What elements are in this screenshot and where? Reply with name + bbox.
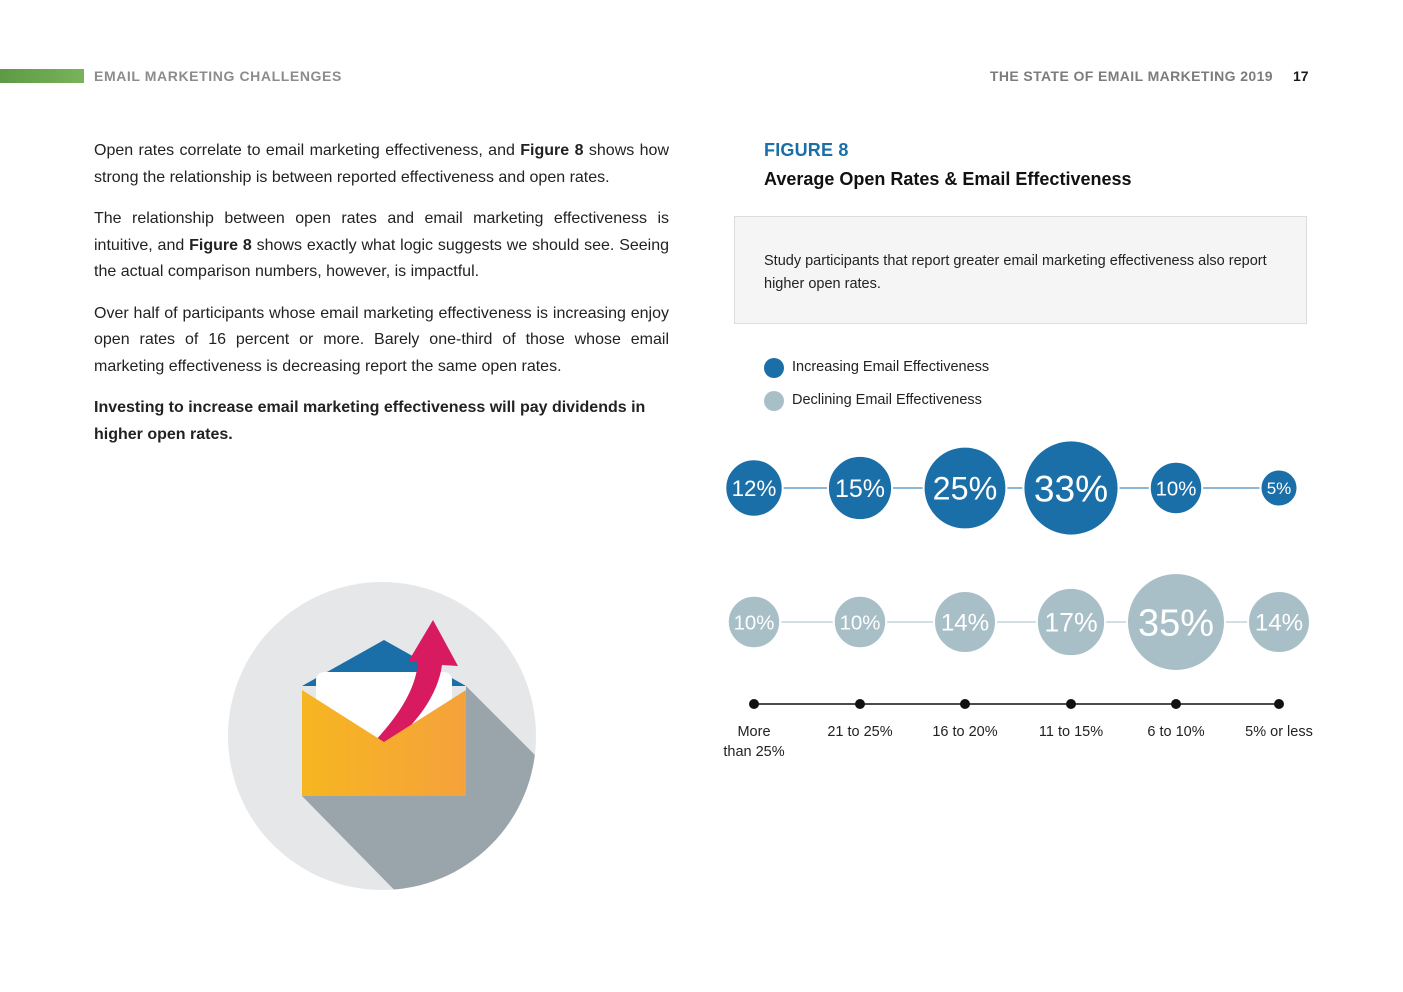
paragraph-2: The relationship between open rates and email marketing effectiveness is intuitive, and Figure 8 shows exactly what logic suggests we should see. Seeing the actual comparison numbers, however, is impactful. bbox=[94, 210, 670, 280]
x-axis-tick-4 bbox=[1171, 699, 1181, 709]
figure-note-box bbox=[734, 216, 1307, 324]
x-axis-tick-0 bbox=[749, 699, 759, 709]
bubble-label-increasing-3: 33% bbox=[1033, 467, 1109, 510]
bubble-label-declining-5: 14% bbox=[1254, 609, 1304, 637]
page-number: 17 bbox=[1293, 68, 1309, 84]
paragraph-3: Over half of participants whose email marketing effectiveness is increasing enjoy open rates of 16 percent or more. Barely one-third of those whose email marketing effectiveness is decreasing report the same open rates. bbox=[94, 304, 669, 375]
x-axis-label-4: 6 to 10% bbox=[1147, 724, 1205, 740]
bubble-label-declining-1: 10% bbox=[839, 612, 881, 635]
legend-label-increasing: Increasing Email Effectiveness bbox=[792, 359, 990, 375]
x-axis-label-0: More than 25% bbox=[723, 724, 785, 760]
email-open-rate-illustration bbox=[226, 580, 538, 892]
bubble-label-declining-0: 10% bbox=[733, 612, 775, 635]
figure-label: FIGURE 8 bbox=[764, 140, 849, 160]
x-axis-tick-1 bbox=[855, 699, 865, 709]
x-axis-label-5: 5% or less bbox=[1245, 724, 1313, 740]
x-axis-label-2: 16 to 20% bbox=[932, 724, 998, 740]
bubble-label-declining-4: 35% bbox=[1137, 602, 1215, 645]
paragraph-conclusion: Investing to increase email marketing effectiveness will pay dividends in higher open rates. bbox=[94, 399, 646, 443]
legend-label-declining: Declining Email Effectiveness bbox=[792, 392, 982, 408]
x-axis-tick-2 bbox=[960, 699, 970, 709]
bubble-chart-svg bbox=[700, 430, 1360, 780]
x-axis-label-3: 11 to 15% bbox=[1038, 724, 1104, 740]
x-axis-tick-3 bbox=[1066, 699, 1076, 709]
body-text bbox=[94, 138, 669, 463]
x-axis-label-1: 21 to 25% bbox=[827, 724, 893, 740]
legend-dot-increasing bbox=[764, 358, 784, 378]
bubble-label-increasing-2: 25% bbox=[932, 470, 998, 507]
bubble-label-declining-3: 17% bbox=[1044, 607, 1098, 638]
bubble-label-declining-2: 14% bbox=[940, 609, 990, 637]
x-axis-tick-5 bbox=[1274, 699, 1284, 709]
figure-title: Average Open Rates & Email Effectiveness bbox=[764, 169, 1132, 189]
bubble-label-increasing-5: 5% bbox=[1266, 479, 1292, 499]
bubble-label-increasing-4: 10% bbox=[1155, 478, 1197, 501]
legend-dot-declining bbox=[764, 391, 784, 411]
section-accent-bar bbox=[0, 69, 84, 83]
section-title: EMAIL MARKETING CHALLENGES bbox=[94, 68, 342, 84]
paragraph-1: Open rates correlate to email marketing effectiveness, and Figure 8 shows how strong the relationship is between reported effectiveness and open rates. bbox=[94, 142, 670, 186]
document-title: THE STATE OF EMAIL MARKETING 2019 bbox=[989, 68, 1273, 84]
bubble-label-increasing-0: 12% bbox=[731, 476, 777, 502]
bubble-label-increasing-1: 15% bbox=[834, 475, 886, 504]
bubble-chart bbox=[700, 430, 1360, 780]
figure-note-text: Study participants that report greater email marketing effectiveness also report higher open rates. bbox=[764, 253, 1267, 292]
